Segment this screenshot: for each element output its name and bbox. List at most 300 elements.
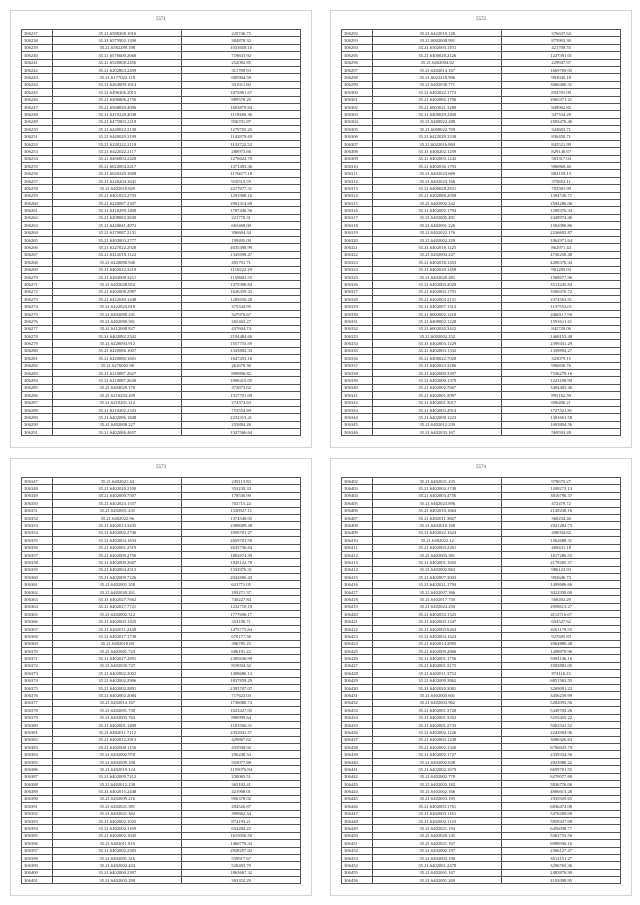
amount-cell: 239113.83 xyxy=(182,478,301,485)
amount-cell: 6998936.16 xyxy=(502,840,621,847)
row-id-cell: 306384 xyxy=(22,751,53,758)
table-row xyxy=(22,163,301,170)
code-cell: 35.21.6402003.1242 xyxy=(373,155,502,162)
amount-cell: 2635736.64 xyxy=(182,544,301,551)
code-cell: 35.21.6402003.1761 xyxy=(373,803,502,810)
row-id-cell: 306403 xyxy=(342,485,373,492)
table-row xyxy=(342,625,621,632)
table-row xyxy=(342,588,621,595)
code-cell: 35.21.6402002.2891 xyxy=(53,684,182,691)
code-cell: 35.21.6402002.1749 xyxy=(373,485,502,492)
code-cell: 35.21.6582289.198 xyxy=(53,44,182,51)
code-cell: 35.21.6402003.185 xyxy=(373,795,502,802)
amount-cell: 435938.92 xyxy=(182,744,301,751)
table-row xyxy=(22,840,301,847)
code-cell: 35.21.6402004.4313 xyxy=(53,566,182,573)
amount-cell: 274374.63 xyxy=(182,399,301,406)
row-id-cell: 306454 xyxy=(342,862,373,869)
code-cell: 35.21.6402003.2261 xyxy=(373,544,502,551)
table-row xyxy=(342,362,621,369)
amount-cell: 2385636.99 xyxy=(182,655,301,662)
code-cell: 35.21.6422040.1448 xyxy=(53,296,182,303)
amount-cell: 753554.89 xyxy=(182,406,301,413)
amount-cell: 2179285.37 xyxy=(502,559,621,566)
row-id-cell: 306406 xyxy=(342,507,373,514)
amount-cell: 1787446.56 xyxy=(182,207,301,214)
amount-cell: 2042606.43 xyxy=(182,574,301,581)
code-cell: 35.21.6276002.98 xyxy=(53,362,182,369)
table-row xyxy=(342,514,621,521)
amount-cell: 429867.62 xyxy=(182,736,301,743)
code-cell: 35.21.6402009.216 xyxy=(53,795,182,802)
row-id-cell: 306362 xyxy=(22,588,53,595)
amount-cell: 3060400.31 xyxy=(502,81,621,88)
table-row xyxy=(22,862,301,869)
amount-cell: 1468153.48 xyxy=(502,333,621,340)
code-cell: 35.21.6588208.1016 xyxy=(53,30,182,37)
amount-cell: 559917.67 xyxy=(182,854,301,861)
amount-cell: 1343802.33 xyxy=(182,347,301,354)
code-cell: 35.21.6402011.810 xyxy=(53,840,182,847)
row-id-cell: 306237 xyxy=(22,30,53,37)
code-cell: 35.21.6402002.863 xyxy=(373,566,502,573)
code-cell: 35.21.6220094.912 xyxy=(53,340,182,347)
table-row xyxy=(22,251,301,258)
row-id-cell: 306325 xyxy=(342,273,373,280)
row-id-cell: 306246 xyxy=(22,96,53,103)
amount-cell: 1863667.32 xyxy=(182,869,301,876)
code-cell: 35.21.6220204.1641 xyxy=(53,177,182,184)
row-id-cell: 306375 xyxy=(22,684,53,691)
table-row xyxy=(342,288,621,295)
code-cell: 35.21.6402007.3003 xyxy=(373,574,502,581)
amount-cell: 5094146.16 xyxy=(502,655,621,662)
amount-cell: 1339894.27 xyxy=(502,347,621,354)
table-row xyxy=(342,310,621,317)
table-row xyxy=(342,551,621,558)
amount-cell: 5859437.08 xyxy=(502,817,621,824)
table-row xyxy=(342,574,621,581)
amount-cell: 1301661.58 xyxy=(502,414,621,421)
row-id-cell: 306288 xyxy=(22,406,53,413)
row-id-cell: 306331 xyxy=(342,318,373,325)
row-id-cell: 306366 xyxy=(22,618,53,625)
table-row xyxy=(22,581,301,588)
table-row xyxy=(22,551,301,558)
amount-cell: 1137552.01 xyxy=(502,303,621,310)
row-id-cell: 306427 xyxy=(342,662,373,669)
table-row xyxy=(22,281,301,288)
row-id-cell: 306272 xyxy=(22,288,53,295)
code-cell: 35.21.6402002.1794 xyxy=(373,207,502,214)
table-row xyxy=(342,788,621,795)
table-row xyxy=(342,603,621,610)
amount-cell: 408034.62 xyxy=(502,529,621,536)
code-cell: 35.21.6402001.723 xyxy=(53,647,182,654)
amount-cell: 1591611.41 xyxy=(502,318,621,325)
row-id-cell: 306399 xyxy=(22,862,53,869)
amount-cell: 654527.62 xyxy=(502,618,621,625)
code-cell: 35.21.6402002.2906 xyxy=(53,677,182,684)
row-id-cell: 306299 xyxy=(342,81,373,88)
table-row xyxy=(22,574,301,581)
code-cell: 35.21.6402003.2777 xyxy=(53,236,182,243)
code-cell: 35.21.6402027.2891 xyxy=(53,655,182,662)
table-row xyxy=(22,810,301,817)
amount-cell: 1345698.47 xyxy=(182,251,301,258)
code-cell: 35.21.6402003.1238 xyxy=(373,736,502,743)
code-cell: 35.21.6400029.2408 xyxy=(373,111,502,118)
row-id-cell: 306306 xyxy=(342,133,373,140)
amount-cell: 862971.44 xyxy=(502,244,621,251)
code-cell: 35.21.6402000.1379 xyxy=(373,377,502,384)
row-id-cell: 306318 xyxy=(342,222,373,229)
amount-cell: 875903.30 xyxy=(502,37,621,44)
amount-cell: 856701.87 xyxy=(182,118,301,125)
code-cell: 35.21.6402001.269 xyxy=(373,877,502,884)
code-cell: 35.21.6422022.2117 xyxy=(53,148,182,155)
row-id-cell: 306376 xyxy=(22,692,53,699)
code-cell: 35.21.6402003.1347 xyxy=(373,618,502,625)
code-cell: 35.21.6402030.771 xyxy=(373,81,502,88)
page-number: 5574 xyxy=(476,465,486,470)
amount-cell: 2928257.02 xyxy=(182,847,301,854)
row-id-cell: 306426 xyxy=(342,655,373,662)
amount-cell: 1116522.29 xyxy=(182,266,301,273)
amount-cell: 347534.28 xyxy=(502,111,621,118)
code-cell: 35.21.6263009.1014 xyxy=(53,81,182,88)
amount-cell: 2243904.06 xyxy=(502,729,621,736)
row-id-cell: 306338 xyxy=(342,369,373,376)
row-id-cell: 306256 xyxy=(22,170,53,177)
amount-cell: 1208979.96 xyxy=(502,647,621,654)
code-cell: 35.21.6402002.166 xyxy=(373,788,502,795)
row-id-cell: 306302 xyxy=(342,103,373,110)
amount-cell: 1617286.55 xyxy=(502,551,621,558)
amount-cell: 696406.21 xyxy=(502,399,621,406)
row-id-cell: 306419 xyxy=(342,603,373,610)
table-row xyxy=(22,369,301,376)
row-id-cell: 306359 xyxy=(22,566,53,573)
code-cell: 35.21.6402086.1848 xyxy=(53,414,182,421)
row-id-cell: 306330 xyxy=(342,310,373,317)
table-row xyxy=(22,414,301,421)
code-cell: 35.21.6402004.247 xyxy=(373,251,502,258)
row-id-cell: 306286 xyxy=(22,392,53,399)
code-cell: 35.21.6402021.194 xyxy=(373,825,502,832)
row-id-cell: 306315 xyxy=(342,199,373,206)
row-id-cell: 306247 xyxy=(22,103,53,110)
amount-cell: 1557755.59 xyxy=(182,340,301,347)
table-row xyxy=(342,744,621,751)
table-row xyxy=(342,296,621,303)
amount-cell: 2965371.21 xyxy=(502,96,621,103)
amount-cell: 437604.74 xyxy=(182,325,301,332)
table-row xyxy=(22,347,301,354)
table-row xyxy=(342,421,621,428)
table-row xyxy=(342,170,621,177)
code-cell: 35.21.6402033.1325 xyxy=(373,611,502,618)
code-cell: 35.21.6400028.2126 xyxy=(373,52,502,59)
code-cell: 35.21.6402002.2746 xyxy=(53,529,182,536)
amount-cell: 993045.18 xyxy=(502,74,621,81)
amount-cell: 2566127.47 xyxy=(502,847,621,854)
table-row xyxy=(22,699,301,706)
amount-cell: 1837859.29 xyxy=(182,677,301,684)
amount-cell: 1502006.86 xyxy=(502,222,621,229)
table-row xyxy=(22,522,301,529)
row-id-cell: 306244 xyxy=(22,81,53,88)
code-cell: 35.21.6210087.2630 xyxy=(53,377,182,384)
amount-cell: 1279705.25 xyxy=(182,126,301,133)
code-cell: 35.21.6402022.96 xyxy=(53,514,182,521)
row-id-cell: 306411 xyxy=(342,544,373,551)
row-id-cell: 306293 xyxy=(342,37,373,44)
code-cell: 35.21.6402001.167 xyxy=(373,869,502,876)
code-cell: 35.21.6402002.1169 xyxy=(53,825,182,832)
table-row xyxy=(22,259,301,266)
amount-cell: 992646.73 xyxy=(502,574,621,581)
code-cell: 35.21.6020229.1608 xyxy=(53,170,182,177)
row-id-cell: 306297 xyxy=(342,66,373,73)
amount-cell: 1208376.34 xyxy=(502,207,621,214)
code-cell: 35.21.6422010.126 xyxy=(373,30,502,37)
amount-cell: 6796025.79 xyxy=(502,744,621,751)
row-id-cell: 306356 xyxy=(22,544,53,551)
code-cell: 35.21.6000022.769 xyxy=(373,126,502,133)
amount-cell: 1736080.74 xyxy=(182,699,301,706)
row-id-cell: 306239 xyxy=(22,44,53,51)
table-row xyxy=(342,566,621,573)
amount-cell: 5476309.00 xyxy=(502,810,621,817)
row-id-cell: 306309 xyxy=(342,155,373,162)
amount-cell: 2374563.91 xyxy=(502,296,621,303)
code-cell: 35.21.6420080.940 xyxy=(53,259,182,266)
table-row xyxy=(342,751,621,758)
code-cell: 35.21.6402014.2895 xyxy=(373,640,502,647)
code-cell: 35.21.6402022.1624 xyxy=(373,529,502,536)
code-cell: 35.21.6400028.2831 xyxy=(373,185,502,192)
row-id-cell: 306265 xyxy=(22,236,53,243)
row-id-cell: 306267 xyxy=(22,251,53,258)
table-row xyxy=(342,478,621,485)
table-row xyxy=(342,684,621,691)
row-id-cell: 306296 xyxy=(342,59,373,66)
row-id-cell: 306268 xyxy=(22,259,53,266)
row-id-cell: 306446 xyxy=(342,803,373,810)
data-table xyxy=(341,29,621,436)
code-cell: 35.21.6402023.166 xyxy=(373,177,502,184)
code-cell: 35.21.6404029.176 xyxy=(53,384,182,391)
code-cell: 35.21.6402000.7507 xyxy=(53,492,182,499)
row-id-cell: 306291 xyxy=(22,429,53,436)
table-row xyxy=(22,44,301,51)
code-cell: 35.21.6402001.3352 xyxy=(373,714,502,721)
amount-cell: 621771.05 xyxy=(182,581,301,588)
row-id-cell: 306308 xyxy=(342,148,373,155)
code-cell: 35.21.6022218.996 xyxy=(373,74,502,81)
code-cell: 35.21.6202863.2459 xyxy=(53,66,182,73)
table-row xyxy=(22,684,301,691)
amount-cell: 670177.56 xyxy=(182,633,301,640)
amount-cell: 375344.95 xyxy=(182,303,301,310)
amount-cell: 1615050.50 xyxy=(182,832,301,839)
table-row xyxy=(342,259,621,266)
table-row xyxy=(342,355,621,362)
amount-cell: 2232313.41 xyxy=(182,414,301,421)
row-id-cell: 306300 xyxy=(342,89,373,96)
table-row xyxy=(22,647,301,654)
row-id-cell: 306307 xyxy=(342,140,373,147)
amount-cell: 229947.97 xyxy=(502,59,621,66)
amount-cell: 842729.06 xyxy=(502,325,621,332)
amount-cell: 1935929.65 xyxy=(502,795,621,802)
code-cell: 35.21.6402000.2397 xyxy=(53,869,182,876)
code-cell: 35.21.6022016.869 xyxy=(373,140,502,147)
code-cell: 35.21.6402003.381 xyxy=(373,551,502,558)
table-row xyxy=(342,384,621,391)
code-cell: 35.21.6496306.2015 xyxy=(53,89,182,96)
row-id-cell: 306433 xyxy=(342,707,373,714)
amount-cell: 4206376.34 xyxy=(502,259,621,266)
amount-cell: 472479.72 xyxy=(502,500,621,507)
row-id-cell: 306350 xyxy=(22,500,53,507)
table-row xyxy=(342,140,621,147)
table-row xyxy=(342,281,621,288)
row-id-cell: 306381 xyxy=(22,729,53,736)
row-id-cell: 306360 xyxy=(22,574,53,581)
row-id-cell: 306377 xyxy=(22,699,53,706)
table-row xyxy=(342,325,621,332)
table-row xyxy=(22,692,301,699)
amount-cell: 354106.71 xyxy=(182,618,301,625)
table-row xyxy=(22,485,301,492)
code-cell: 35.21.6402086.4657 xyxy=(53,429,182,436)
row-id-cell: 306304 xyxy=(342,118,373,125)
row-id-cell: 306456 xyxy=(342,877,373,884)
code-cell: 35.21.6402020.1458 xyxy=(373,266,502,273)
code-cell: 35.21.6402001.3175 xyxy=(373,662,502,669)
row-id-cell: 306449 xyxy=(342,825,373,832)
table-row xyxy=(22,214,301,221)
amount-cell: 2460117.56 xyxy=(502,310,621,317)
table-row xyxy=(342,377,621,384)
table-row xyxy=(22,148,301,155)
amount-cell: 2921282.73 xyxy=(502,522,621,529)
code-cell: 35.21.6402002.1670 xyxy=(373,766,502,773)
table-row xyxy=(342,222,621,229)
row-id-cell: 306255 xyxy=(22,163,53,170)
code-cell: 35.21.6402008.227 xyxy=(53,421,182,428)
code-cell: 35.21.6402009.2607 xyxy=(53,559,182,566)
row-id-cell: 306447 xyxy=(342,810,373,817)
amount-cell: 1056701.27 xyxy=(182,529,301,536)
table-row xyxy=(22,236,301,243)
table-row xyxy=(22,244,301,251)
amount-cell: 311789.93 xyxy=(182,66,301,73)
amount-cell: 606191.22 xyxy=(182,647,301,654)
table-row xyxy=(22,303,301,310)
row-id-cell: 306443 xyxy=(342,781,373,788)
amount-cell: 899896.82 xyxy=(182,369,301,376)
amount-cell: 178536.90 xyxy=(182,492,301,499)
amount-cell: 1460776.34 xyxy=(182,840,301,847)
row-id-cell: 306389 xyxy=(22,788,53,795)
code-cell: 35.21.6402027.1738 xyxy=(53,633,182,640)
amount-cell: 896999.64 xyxy=(182,714,301,721)
row-id-cell: 306335 xyxy=(342,347,373,354)
row-id-cell: 306423 xyxy=(342,633,373,640)
table-row xyxy=(22,140,301,147)
table-row xyxy=(22,869,301,876)
code-cell: 35.21.6422023.818 xyxy=(53,303,182,310)
amount-cell: 3456239.99 xyxy=(502,692,621,699)
amount-cell: 2503476.46 xyxy=(502,118,621,125)
code-cell: 35.21.6402002.182 xyxy=(373,781,502,788)
row-id-cell: 306321 xyxy=(342,244,373,251)
row-id-cell: 306312 xyxy=(342,177,373,184)
code-cell: 35.21.6568039.4096 xyxy=(53,103,182,110)
code-cell: 35.21.6402015.2448 xyxy=(53,788,182,795)
table-row xyxy=(22,795,301,802)
amount-cell: 3500476.72 xyxy=(502,288,621,295)
table-row xyxy=(342,392,621,399)
row-id-cell: 306328 xyxy=(342,296,373,303)
row-id-cell: 306442 xyxy=(342,773,373,780)
table-row xyxy=(22,625,301,632)
row-id-cell: 306311 xyxy=(342,170,373,177)
row-id-cell: 306290 xyxy=(22,421,53,428)
row-id-cell: 306353 xyxy=(22,522,53,529)
amount-cell: 2449974.46 xyxy=(502,214,621,221)
table-row xyxy=(342,781,621,788)
code-cell: 35.21.6402002.638 xyxy=(373,758,502,765)
amount-cell: 1568677.96 xyxy=(502,273,621,280)
code-cell: 35.21.6402027.7662 xyxy=(53,596,182,603)
code-cell: 35.21.6402002.1125 xyxy=(373,817,502,824)
table-row xyxy=(342,766,621,773)
code-cell: 35.21.6402020.281 xyxy=(373,273,502,280)
code-cell: 35.21.6402001.2519 xyxy=(53,544,182,551)
row-id-cell: 306269 xyxy=(22,266,53,273)
amount-cell: 1285656.20 xyxy=(182,296,301,303)
table-row xyxy=(342,862,621,869)
row-id-cell: 306280 xyxy=(22,347,53,354)
row-id-cell: 306358 xyxy=(22,559,53,566)
code-cell: 35.21.6402004.1633 xyxy=(53,537,182,544)
table-row xyxy=(342,236,621,243)
amount-cell: 2902314.69 xyxy=(182,199,301,206)
code-cell: 35.21.6402021.235 xyxy=(373,478,502,485)
table-row xyxy=(342,721,621,728)
row-id-cell: 306429 xyxy=(342,677,373,684)
table-row xyxy=(22,103,301,110)
table-row xyxy=(22,399,301,406)
code-cell: 35.21.6402000.1156 xyxy=(53,744,182,751)
amount-cell: 1291908.16 xyxy=(182,192,301,199)
amount-cell: 1195076.84 xyxy=(182,766,301,773)
code-cell: 35.21.6270087.2131 xyxy=(53,229,182,236)
code-cell: 35.21.6402018.69 xyxy=(53,640,182,647)
code-cell: 35.21.6404000.3211 xyxy=(53,273,182,280)
table-row xyxy=(22,781,301,788)
code-cell: 35.21.6402012.2913 xyxy=(53,736,182,743)
row-id-cell: 306400 xyxy=(22,869,53,876)
amount-cell: 719633.92 xyxy=(182,52,301,59)
code-cell: 35.21.6402003.601 xyxy=(373,692,502,699)
amount-cell: 1096415.05 xyxy=(182,377,301,384)
code-cell: 35.21.6466004.2428 xyxy=(53,155,182,162)
